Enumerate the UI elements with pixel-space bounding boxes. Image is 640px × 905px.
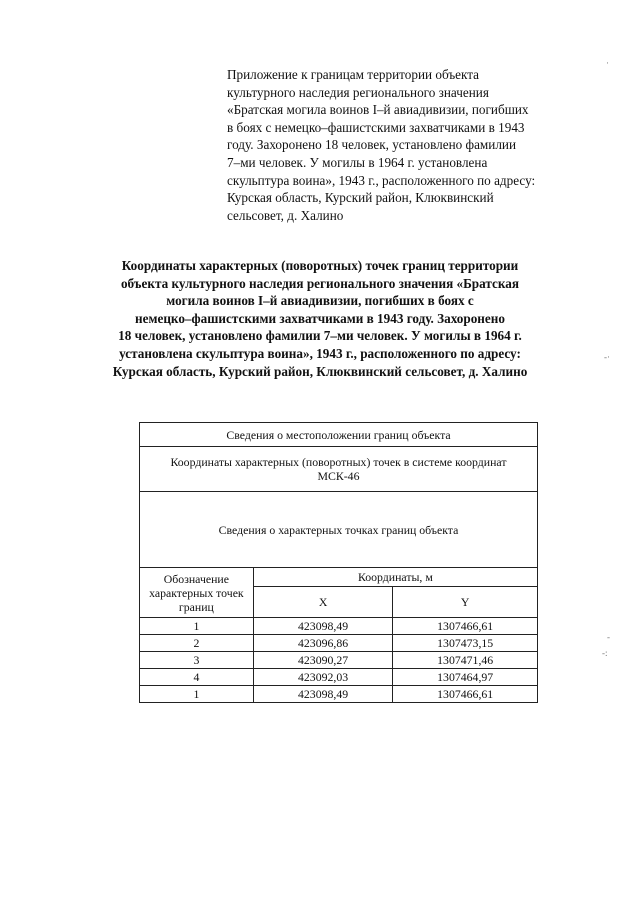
point-cell: 1 [140,618,254,635]
y-cell: 1307464,97 [393,669,538,686]
x-cell: 423096,86 [253,635,393,652]
point-cell: 4 [140,669,254,686]
y-cell: 1307473,15 [393,635,538,652]
x-cell: 423098,49 [253,686,393,703]
points-header: Сведения о характерных точках границ объекта [140,492,538,568]
designation-header: Обозначение характерных точек границ [140,568,254,618]
y-cell: 1307466,61 [393,618,538,635]
scan-mark: -· [604,352,610,362]
x-cell: 423092,03 [253,669,393,686]
coordinates-table [139,422,538,703]
table-row [140,618,538,635]
scan-mark: -: [602,648,608,658]
x-cell: 423090,27 [253,652,393,669]
document-heading: Координаты характерных (поворотных) точек границ территории объекта культурного наследия регионального значения «Братская могила воинов I–й авиадивизии, погибших в боях с немецко–фашистскими захватчиками в 1943 году. Захоронено 18 человек, установлено фамилии 7–ми человек. У могилы в 1964 г. установлена скульптура воина», 1943 г., расположенного по адресу: Курская область, Курский район, Клюквинский сельсовет, д. Халино [112,258,528,379]
table-row [140,686,538,703]
table-row [140,652,538,669]
y-cell: 1307466,61 [393,686,538,703]
point-cell: 3 [140,652,254,669]
coordinates-header: Координаты, м [253,568,537,587]
coordinate-system-header: Координаты характерных (поворотных) точек в системе координат МСК-46 [140,447,538,492]
point-cell: 1 [140,686,254,703]
scan-mark: - [607,632,610,642]
table-row [140,635,538,652]
x-header: X [253,586,393,617]
table-row [140,669,538,686]
point-cell: 2 [140,635,254,652]
location-header: Сведения о местоположении границ объекта [140,423,538,447]
y-cell: 1307471,46 [393,652,538,669]
scan-mark: · [606,58,609,68]
x-cell: 423098,49 [253,618,393,635]
y-header: Y [393,586,538,617]
appendix-note: Приложение к границам территории объекта культурного наследия регионального значения «Братская могила воинов I–й авиадивизии, погибших в боях с немецко–фашистскими захватчиками в 1943 году. Захоронено 18 человек, установлено фамилии 7–ми человек. У могилы в 1964 г. установлена скульптура воина», 1943 г., расположенного по адресу: Курская область, Курский район, Клюквинский сельсовет, д. Халино [227,67,536,223]
